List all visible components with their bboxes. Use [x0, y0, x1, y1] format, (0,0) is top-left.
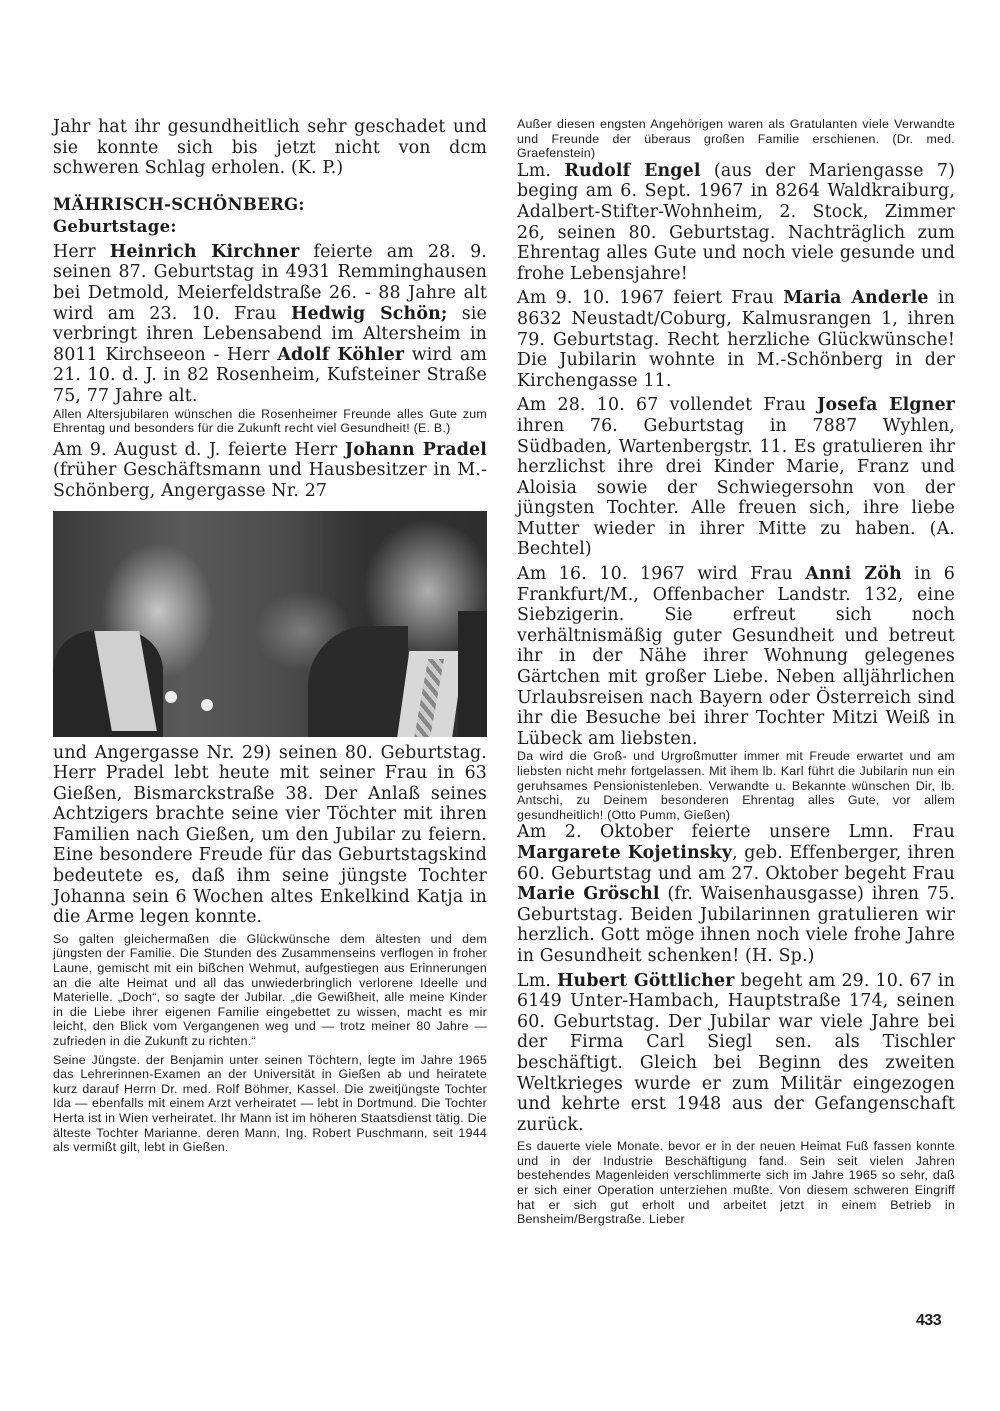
section-heading: MÄHRISCH-SCHÖNBERG:	[53, 194, 305, 214]
goettlicher-paragraph	[517, 971, 955, 1136]
elgner-paragraph	[517, 395, 955, 560]
person-name: Marie Gröschl	[517, 884, 660, 905]
person-name: Anni Zöh	[805, 564, 902, 585]
gratulanten-note: Außer diesen engsten Angehörigen waren als Gratulanten viele Verwandte und Freunde der überaus großen Familie erschienen. (Dr. med. Graefenstein)	[517, 117, 955, 161]
person-name: Josefa Elgner	[817, 395, 955, 416]
pradel-small-2: Seine Jüngste. der Benjamin unter seinen Töchtern, legte im Jahre 1965 das Lehrerinnen-Examen an der Universität in Gießen ab und heiratete kurz darauf Herrn Dr. med. Rolf Böhmer, Kassel. Die zweitjüngste Tochter Ida — ebenfalls mit einem Arzt verheiratet — lebt in Dortmund. Die Tochter Herta ist in Wien verheiratet. Ihr Mann ist im höheren Staatsdienst tätig. Die älteste Tochter Marianne. deren Mann, Ing. Robert Puschmann, seit 1944 als vermißt gilt, lebt in Gießen.	[53, 1052, 487, 1155]
text: feierte am 28. 9. seinen 87. Geburtstag in 4931 Remminghausen bei Detmold, Meierfeldstraße 26. - 88 Jahre alt wird am 23. 10. Frau	[53, 241, 487, 324]
text: Lm.	[517, 160, 565, 181]
person-name: Hedwig Schön;	[290, 303, 448, 324]
text: (fr. Waisenhausgasse) ihren 75. Geburtstag. Beiden Jubilarinnen gratulieren wir herzlich. Gott möge ihnen noch viele frohe Jahre in Gesundheit schenken! (H. Sp.)	[517, 884, 955, 966]
section-subheading: Geburtstage:	[53, 216, 177, 236]
text: ihren 76. Geburtstag in 7887 Wyhlen, Südbaden, Wartenbergstr. 11. Es gratulieren ihr herzlichst ihre drei Kinder Marie, Franz und Aloisia sowie der Schwiegersohn von der jüngsten Tochter. Alle freuen sich, ihre liebe Mutter wieder in ihrer Mitte zu haben. (A. Bechtel)	[517, 415, 955, 560]
left-column	[53, 117, 487, 1155]
zoeh-paragraph	[517, 564, 955, 749]
birthday-photo	[53, 511, 487, 737]
text: Am 9. August d. J. feierte Herr	[53, 439, 345, 460]
text: sie verbringt ihren Lebensabend im Altersheim in 8011 Kirchseeon - Herr	[53, 303, 487, 365]
intro-paragraph: Jahr hat ihr gesundheitlich sehr geschadet und sie konnte sich bis jetzt nicht von dcm schweren Schlag erholen. (K. P.)	[53, 117, 487, 179]
person-name: Rudolf Engel	[564, 160, 701, 181]
text: Am 16. 10. 1967 wird Frau	[517, 564, 806, 585]
text: in 6 Frankfurt/M., Offenbacher Landstr. 132, eine Siebzigerin. Sie erfreut sich noch verhältnismäßig guter Gesundheit und betreut ihr in der Nähe ihrer Wohnung gelegenes Gärtchen mit großer Liebe. Neben alljährlichen Urlaubsreisen nach Bayern oder Österreich sind ihr die Besuche bei ihrer Tochter Mitzi Weiß in Lübeck am liebsten.	[517, 564, 955, 749]
text: (früher Geschäftsmann und Hausbesitzer in M.-Schönberg, Angergasse Nr. 27	[53, 460, 487, 501]
anderle-paragraph	[517, 288, 955, 391]
person-name: Maria Anderle	[783, 288, 929, 309]
person-name: Johann Pradel	[344, 439, 487, 460]
right-column	[517, 117, 955, 1227]
text: Lm.	[517, 970, 557, 991]
kojetinsky-paragraph	[517, 822, 955, 966]
person-name: Adolf Köhler	[277, 344, 405, 365]
pradel-continued: und Angergasse Nr. 29) seinen 80. Geburtstag. Herr Pradel lebt heute mit seiner Frau in 63 Gießen, Bismarckstraße 38. Der Anlaß seines Achtzigers brachte seine vier Töchter mit ihren Familien nach Gießen, um den Jubilar zu feiern. Eine besondere Freude für das Geburtstagskind bedeutete es, daß ihm seine jüngste Tochter Johanna sein 6 Wochen altes Enkelkind Katja in die Arme legen konnte.	[53, 742, 487, 928]
pradel-small-1: So galten gleichermaßen die Glückwünsche dem ältesten und dem jüngsten der Familie. Die Stunden des Zusammenseins verflogen in froher Laune, gemischt mit ein bißchen Wehmut, aufgestiegen aus Erinnerungen an die alte Heimat und all das unwiederbringlich verlorene Ideelle und Materielle. „Doch“, so sagte der Jubilar. „die Gewißheit, alle meine Kinder in die Liebe ihrer eigenen Familie eingebettet zu wissen, macht es mir leicht, den Blick vom Vergangenen weg und — trotz meiner 80 Jahre — zufrieden in die Zukunft zu richten.“	[53, 931, 487, 1048]
goettlicher-small: Es dauerte viele Monate. bevor er in der neuen Heimat Fuß fassen konnte und in der Industrie Beschäftigung fand. Sein seit vielen Jahren bestehendes Magenleiden verschlimmerte sich im Jahre 1965 so sehr, daß er sich einer Operation unterziehen mußte. Von diesem schweren Eingriff hat er sich gut erholt und arbeitet jetzt in einem Betrieb in Bensheim/Bergstraße. Lieber	[517, 1139, 955, 1227]
text: wird am 21. 10. d. J. in 82 Rosenheim, Kufsteiner Straße 75, 77 Jahre alt.	[53, 344, 487, 406]
engel-paragraph	[517, 161, 955, 285]
text: Am 28. 10. 67 vollendet Frau	[517, 395, 818, 416]
text: Am 9. 10. 1967 feiert Frau	[517, 288, 784, 309]
rosenheim-note: Allen Altersjubilaren wünschen die Rosenheimer Freunde alles Gute zum Ehrentag und besonders für die Zukunft recht viel Gesundheit! (E. B.)	[53, 406, 487, 436]
text: Herr	[53, 241, 110, 262]
person-name: Hubert Göttlicher	[556, 970, 735, 991]
page-number: 433	[916, 1312, 942, 1329]
text: begeht am 29. 10. 67 in 6149 Unter-Hambach, Hauptstraße 174, seinen 60. Geburtstag. Der Jubilar war viele Jahre bei der Firma Carl Siegl sen. als Tischler beschäftigt. Gleich bei Beginn des zweiten Weltkrieges wurde er zum Militär eingezogen und kehrte erst 1948 aus der Gefangenschaft zurück.	[517, 970, 955, 1135]
text: , geb. Effenberger, ihren 60. Geburtstag und am 27. Oktober begeht Frau	[517, 842, 955, 884]
text: (aus der Mariengasse 7) beging am 6. Sept. 1967 in 8264 Waldkraiburg, Adalbert-Stifter-Wohnheim, 2. Stock, Zimmer 26, seinen 80. Geburtstag. Nachträglich zum Ehrentag alles Gute und noch viele gesunde und frohe Lebensjahre!	[517, 160, 956, 284]
person-name: Heinrich Kirchner	[109, 241, 300, 262]
kirchner-paragraph	[53, 242, 487, 407]
text: in 8632 Neustadt/Coburg, Kalmusrangen 1, ihren 79. Geburtstag. Recht herzliche Glückwünsche! Die Jubilarin wohnte in M.-Schönberg in der Kirchengasse 11.	[517, 288, 955, 391]
person-name: Margarete Kojetinsky	[517, 842, 733, 863]
text: Am 2. Oktober feierte unsere Lmn. Frau	[517, 822, 955, 843]
zoeh-small: Da wird die Groß- und Urgroßmutter immer mit Freude erwartet und am liebsten nicht mehr fortgelassen. Mit ihem lb. Karl führt die Jubilarin nun ein geruhsames Pensionistenleben. Verwandte u. Bekannte wünschen Dir, lb. Antschi, zu Deinem besonderen Ehrentag alles Gute, vor allem gesundheitlich! (Otto Pumm, Gießen)	[517, 749, 955, 822]
pradel-paragraph	[53, 440, 487, 502]
